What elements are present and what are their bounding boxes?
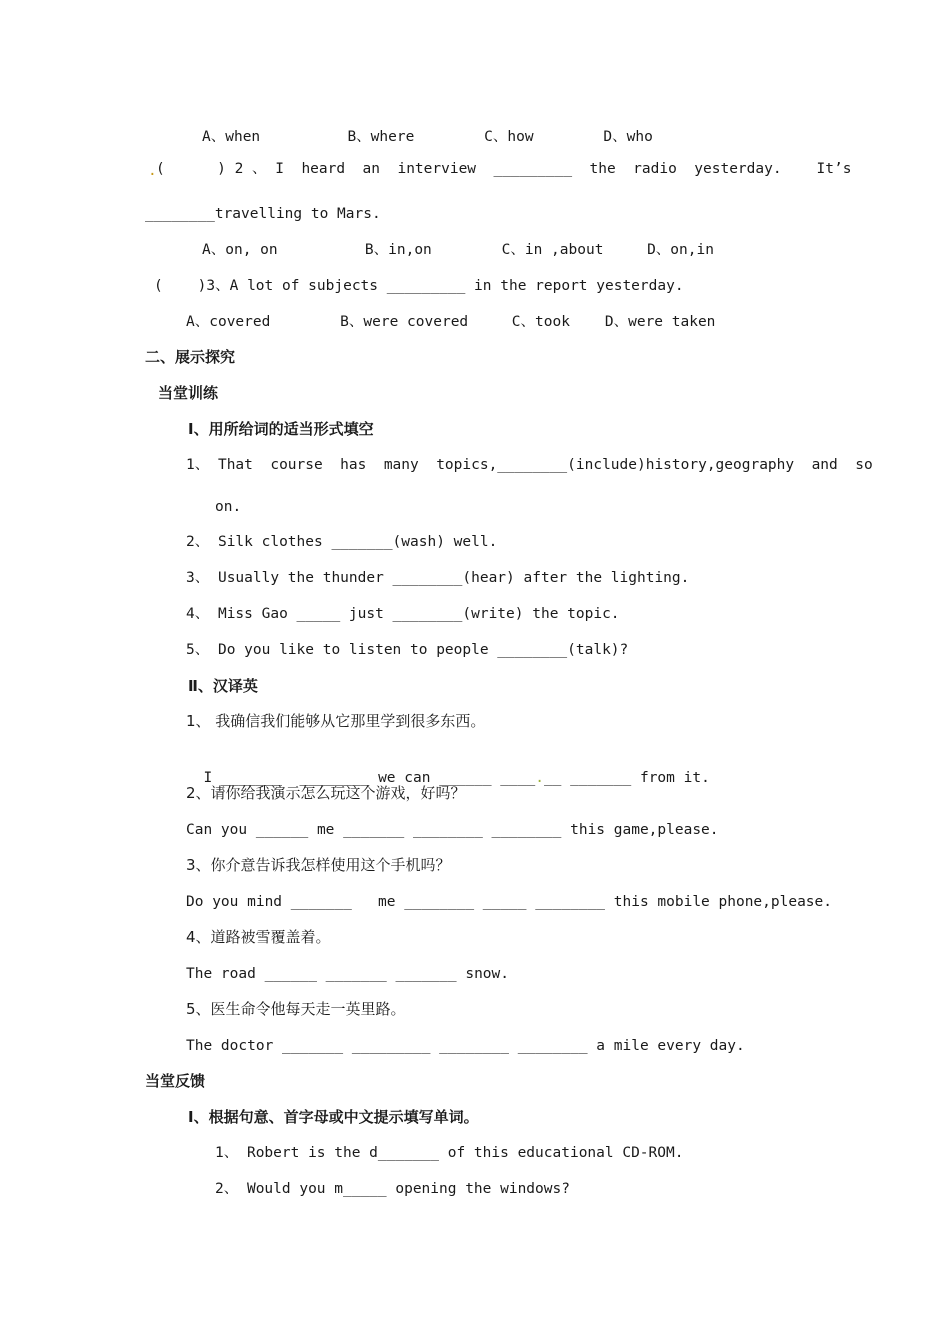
p2-prompt: 4、道路被雪覆盖着。 xyxy=(186,928,331,946)
q2-question-line2: ________travelling to Mars. xyxy=(145,206,381,222)
p1-item: 4、 Miss Gao _____ just ________(write) the topic. xyxy=(186,606,620,622)
p1-item: on. xyxy=(215,499,242,515)
p1-item: 5、 Do you like to listen to people ________(talk)? xyxy=(186,642,629,658)
p2-answer-head: I _______ ________ we can ______ ____ xyxy=(203,770,536,786)
p2-answer-line: Can you ______ me _______ ________ ________ this game,please. xyxy=(186,822,719,838)
p2-answer-line: The road ______ _______ _______ snow. xyxy=(186,966,510,982)
q2-question-line1: ( ) 2 、 I heard an interview _________ the radio yesterday. It’s xyxy=(156,161,852,177)
feedback-item: 2、 Would you m_____ opening the windows? xyxy=(215,1181,570,1197)
p2-prompt: 1、 我确信我们能够从它那里学到很多东西。 xyxy=(186,712,486,730)
p2-answer-line: Do you mind _______ me ________ _____ ________ this mobile phone,please. xyxy=(186,894,833,910)
p1-item: 3、 Usually the thunder ________(hear) after the lighting. xyxy=(186,570,690,586)
p2-prompt: 5、医生命令他每天走一英里路。 xyxy=(186,1000,406,1018)
p2-answer-line: The doctor _______ _________ ________ ________ a mile every day. xyxy=(186,1038,745,1054)
section-title: 二、展示探究 xyxy=(145,348,236,366)
part1-title: Ⅰ、用所给词的适当形式填空 xyxy=(188,420,374,438)
feedback-part1-title: Ⅰ、根据句意、首字母或中文提示填写单词。 xyxy=(188,1108,479,1126)
feedback-title: 当堂反馈 xyxy=(145,1072,206,1090)
q3-question: ( )3、A lot of subjects _________ in the report yesterday. xyxy=(154,278,684,294)
p2-marker: . xyxy=(535,770,544,786)
p2-answer-tail: __ _______ from it. xyxy=(543,770,710,786)
p1-item: 2、 Silk clothes _______(wash) well. xyxy=(186,534,498,550)
p2-prompt: 2、请你给我演示怎么玩这个游戏，好吗？ xyxy=(186,784,466,802)
feedback-item: 1、 Robert is the d_______ of this educational CD-ROM. xyxy=(215,1145,684,1161)
part2-title: Ⅱ、汉译英 xyxy=(188,677,258,695)
p2-answer-line xyxy=(186,748,710,788)
p2-prompt: 3、你介意告诉我怎样使用这个手机吗？ xyxy=(186,856,451,874)
p1-item: 1、 That course has many topics,________(include)history,geography and so xyxy=(186,457,873,473)
q2-options: A、on, on B、in,on C、in ,about D、on,in xyxy=(202,242,714,258)
q1-options: A、when B、where C、how D、who xyxy=(202,129,653,145)
classwork-title: 当堂训练 xyxy=(158,384,219,402)
q3-options: A、covered B、were covered C、took D、were taken xyxy=(186,314,716,330)
q2-marker: . xyxy=(148,163,157,179)
